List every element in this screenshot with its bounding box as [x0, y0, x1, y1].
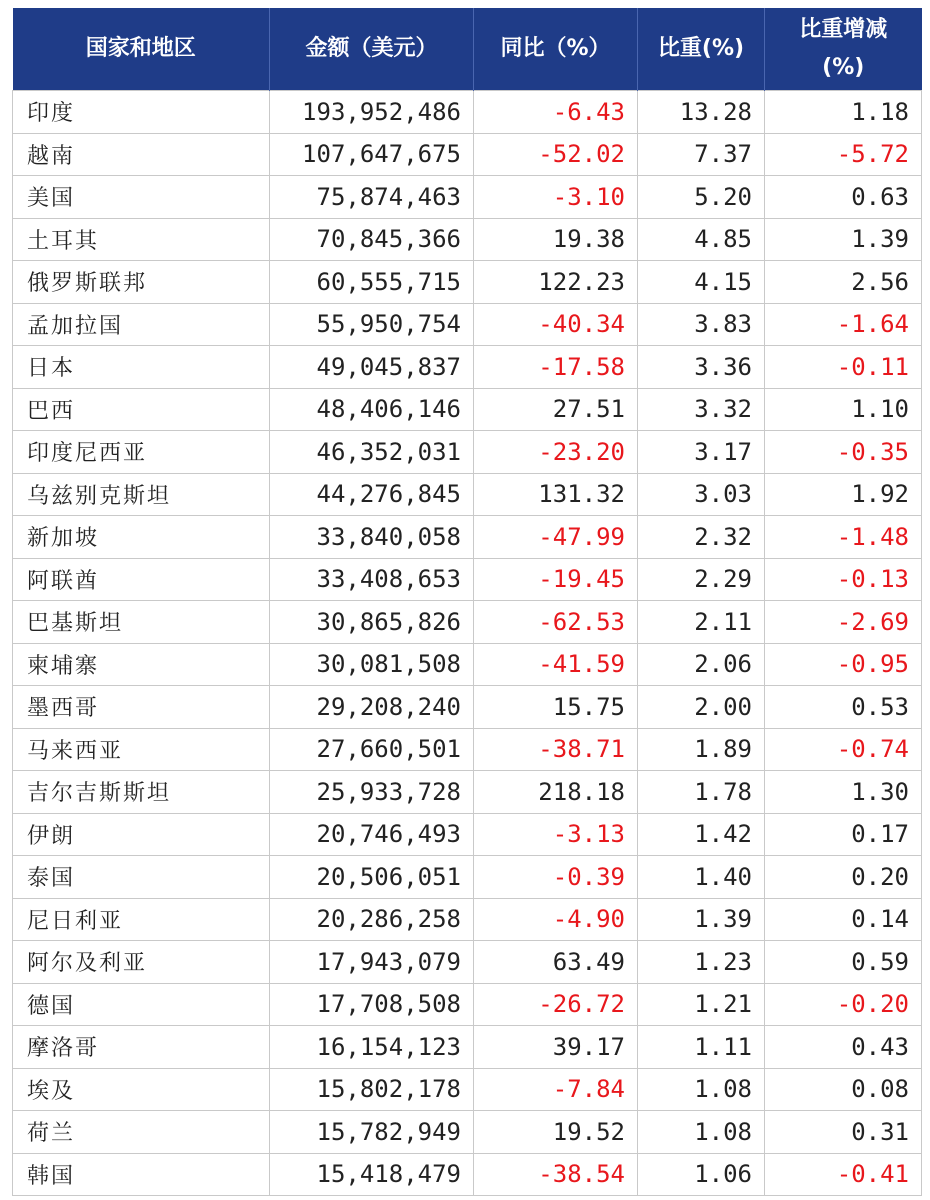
table-row	[13, 898, 922, 941]
cell-amount: 20,286,258	[270, 898, 474, 941]
cell-amount: 16,154,123	[270, 1026, 474, 1069]
cell-country: 印度	[13, 91, 270, 134]
cell-amount: 33,840,058	[270, 516, 474, 559]
cell-country: 泰国	[13, 856, 270, 899]
cell-country: 伊朗	[13, 813, 270, 856]
cell-share: 1.06	[638, 1153, 765, 1196]
cell-share-change: -0.95	[765, 643, 922, 686]
cell-share-change: -0.11	[765, 346, 922, 389]
header-row	[13, 8, 922, 91]
cell-share: 3.17	[638, 431, 765, 474]
cell-yoy: -26.72	[474, 983, 638, 1026]
cell-country: 墨西哥	[13, 686, 270, 729]
cell-amount: 49,045,837	[270, 346, 474, 389]
table-row	[13, 133, 922, 176]
cell-share: 1.39	[638, 898, 765, 941]
cell-amount: 33,408,653	[270, 558, 474, 601]
table-row	[13, 686, 922, 729]
cell-share: 2.00	[638, 686, 765, 729]
header-amount: 金额（美元）	[270, 8, 474, 91]
cell-share-change: -0.20	[765, 983, 922, 1026]
table-row	[13, 516, 922, 559]
cell-share-change: -5.72	[765, 133, 922, 176]
cell-yoy: 27.51	[474, 388, 638, 431]
cell-yoy: -7.84	[474, 1068, 638, 1111]
cell-share-change: 0.14	[765, 898, 922, 941]
header-yoy: 同比（%）	[474, 8, 638, 91]
header-share-change	[765, 8, 922, 91]
cell-country: 柬埔寨	[13, 643, 270, 686]
cell-yoy: -62.53	[474, 601, 638, 644]
table-row	[13, 601, 922, 644]
cell-amount: 25,933,728	[270, 771, 474, 814]
table-body	[13, 91, 922, 1196]
cell-share: 1.08	[638, 1068, 765, 1111]
table-row	[13, 728, 922, 771]
cell-yoy: -4.90	[474, 898, 638, 941]
cell-share: 3.83	[638, 303, 765, 346]
cell-amount: 15,782,949	[270, 1111, 474, 1154]
table-row	[13, 218, 922, 261]
cell-yoy: 63.49	[474, 941, 638, 984]
cell-yoy: -47.99	[474, 516, 638, 559]
cell-share-change: 0.17	[765, 813, 922, 856]
cell-amount: 30,081,508	[270, 643, 474, 686]
cell-share: 1.11	[638, 1026, 765, 1069]
table-row	[13, 941, 922, 984]
table-row	[13, 1068, 922, 1111]
header-share-change-line1: 比重增减	[799, 17, 888, 42]
cell-yoy: -19.45	[474, 558, 638, 601]
cell-share-change: 2.56	[765, 261, 922, 304]
cell-amount: 17,708,508	[270, 983, 474, 1026]
cell-share: 1.42	[638, 813, 765, 856]
table-row	[13, 1026, 922, 1069]
cell-amount: 17,943,079	[270, 941, 474, 984]
cell-share-change: -0.13	[765, 558, 922, 601]
table-row	[13, 176, 922, 219]
cell-share: 5.20	[638, 176, 765, 219]
cell-amount: 48,406,146	[270, 388, 474, 431]
cell-amount: 44,276,845	[270, 473, 474, 516]
cell-yoy: 19.52	[474, 1111, 638, 1154]
cell-yoy: 15.75	[474, 686, 638, 729]
cell-amount: 30,865,826	[270, 601, 474, 644]
cell-yoy: 19.38	[474, 218, 638, 261]
cell-yoy: -52.02	[474, 133, 638, 176]
cell-country: 新加坡	[13, 516, 270, 559]
cell-country: 土耳其	[13, 218, 270, 261]
cell-yoy: -23.20	[474, 431, 638, 474]
cell-amount: 20,746,493	[270, 813, 474, 856]
cell-country: 摩洛哥	[13, 1026, 270, 1069]
cell-share-change: -0.74	[765, 728, 922, 771]
cell-share-change: 1.39	[765, 218, 922, 261]
cell-share-change: 1.10	[765, 388, 922, 431]
cell-share-change: 1.30	[765, 771, 922, 814]
cell-share-change: 1.18	[765, 91, 922, 134]
cell-amount: 27,660,501	[270, 728, 474, 771]
table-row	[13, 261, 922, 304]
cell-country: 荷兰	[13, 1111, 270, 1154]
cell-share-change: -1.48	[765, 516, 922, 559]
cell-country: 俄罗斯联邦	[13, 261, 270, 304]
cell-share: 1.21	[638, 983, 765, 1026]
table-row	[13, 1111, 922, 1154]
table-row	[13, 473, 922, 516]
cell-country: 乌兹别克斯坦	[13, 473, 270, 516]
table-row	[13, 346, 922, 389]
cell-country: 孟加拉国	[13, 303, 270, 346]
cell-amount: 70,845,366	[270, 218, 474, 261]
cell-yoy: -3.13	[474, 813, 638, 856]
cell-share: 2.06	[638, 643, 765, 686]
cell-country: 德国	[13, 983, 270, 1026]
cell-country: 巴西	[13, 388, 270, 431]
cell-share: 1.40	[638, 856, 765, 899]
table-row	[13, 388, 922, 431]
cell-amount: 20,506,051	[270, 856, 474, 899]
cell-country: 越南	[13, 133, 270, 176]
cell-yoy: -3.10	[474, 176, 638, 219]
table-row	[13, 303, 922, 346]
cell-yoy: -38.54	[474, 1153, 638, 1196]
trade-table	[12, 8, 922, 1196]
cell-share-change: -0.41	[765, 1153, 922, 1196]
cell-share-change: 0.20	[765, 856, 922, 899]
cell-yoy: -40.34	[474, 303, 638, 346]
table-row	[13, 856, 922, 899]
header-country: 国家和地区	[13, 8, 270, 91]
cell-yoy: 39.17	[474, 1026, 638, 1069]
cell-country: 阿联酋	[13, 558, 270, 601]
cell-country: 美国	[13, 176, 270, 219]
cell-amount: 55,950,754	[270, 303, 474, 346]
cell-country: 印度尼西亚	[13, 431, 270, 474]
table-row	[13, 771, 922, 814]
cell-share: 3.32	[638, 388, 765, 431]
cell-share-change: 0.53	[765, 686, 922, 729]
cell-share: 1.78	[638, 771, 765, 814]
table-row	[13, 1153, 922, 1196]
cell-share: 3.36	[638, 346, 765, 389]
cell-share-change: -2.69	[765, 601, 922, 644]
cell-share: 1.08	[638, 1111, 765, 1154]
cell-yoy: 131.32	[474, 473, 638, 516]
cell-amount: 60,555,715	[270, 261, 474, 304]
cell-share: 2.29	[638, 558, 765, 601]
cell-country: 日本	[13, 346, 270, 389]
cell-share: 2.11	[638, 601, 765, 644]
cell-share: 1.89	[638, 728, 765, 771]
cell-country: 韩国	[13, 1153, 270, 1196]
table-row	[13, 813, 922, 856]
cell-share-change: -0.35	[765, 431, 922, 474]
cell-yoy: -6.43	[474, 91, 638, 134]
cell-country: 埃及	[13, 1068, 270, 1111]
cell-yoy: -17.58	[474, 346, 638, 389]
cell-amount: 46,352,031	[270, 431, 474, 474]
table-row	[13, 558, 922, 601]
cell-amount: 193,952,486	[270, 91, 474, 134]
table-row	[13, 983, 922, 1026]
cell-share-change: -1.64	[765, 303, 922, 346]
cell-amount: 107,647,675	[270, 133, 474, 176]
cell-country: 巴基斯坦	[13, 601, 270, 644]
cell-share: 4.85	[638, 218, 765, 261]
cell-share-change: 0.59	[765, 941, 922, 984]
cell-country: 吉尔吉斯斯坦	[13, 771, 270, 814]
table-row	[13, 431, 922, 474]
cell-yoy: 218.18	[474, 771, 638, 814]
cell-amount: 15,802,178	[270, 1068, 474, 1111]
cell-amount: 75,874,463	[270, 176, 474, 219]
cell-country: 阿尔及利亚	[13, 941, 270, 984]
cell-share-change: 1.92	[765, 473, 922, 516]
header-share-change-line2: (%)	[822, 55, 865, 80]
cell-share-change: 0.43	[765, 1026, 922, 1069]
cell-country: 尼日利亚	[13, 898, 270, 941]
cell-share: 4.15	[638, 261, 765, 304]
cell-share-change: 0.08	[765, 1068, 922, 1111]
cell-share: 1.23	[638, 941, 765, 984]
table-row	[13, 91, 922, 134]
cell-share: 2.32	[638, 516, 765, 559]
cell-yoy: 122.23	[474, 261, 638, 304]
cell-share-change: 0.31	[765, 1111, 922, 1154]
trade-table-container	[12, 8, 921, 1196]
cell-country: 马来西亚	[13, 728, 270, 771]
cell-yoy: -41.59	[474, 643, 638, 686]
cell-yoy: -38.71	[474, 728, 638, 771]
cell-amount: 29,208,240	[270, 686, 474, 729]
header-share: 比重(%)	[638, 8, 765, 91]
table-row	[13, 643, 922, 686]
cell-yoy: -0.39	[474, 856, 638, 899]
cell-share: 13.28	[638, 91, 765, 134]
cell-amount: 15,418,479	[270, 1153, 474, 1196]
cell-share-change: 0.63	[765, 176, 922, 219]
cell-share: 3.03	[638, 473, 765, 516]
cell-share: 7.37	[638, 133, 765, 176]
